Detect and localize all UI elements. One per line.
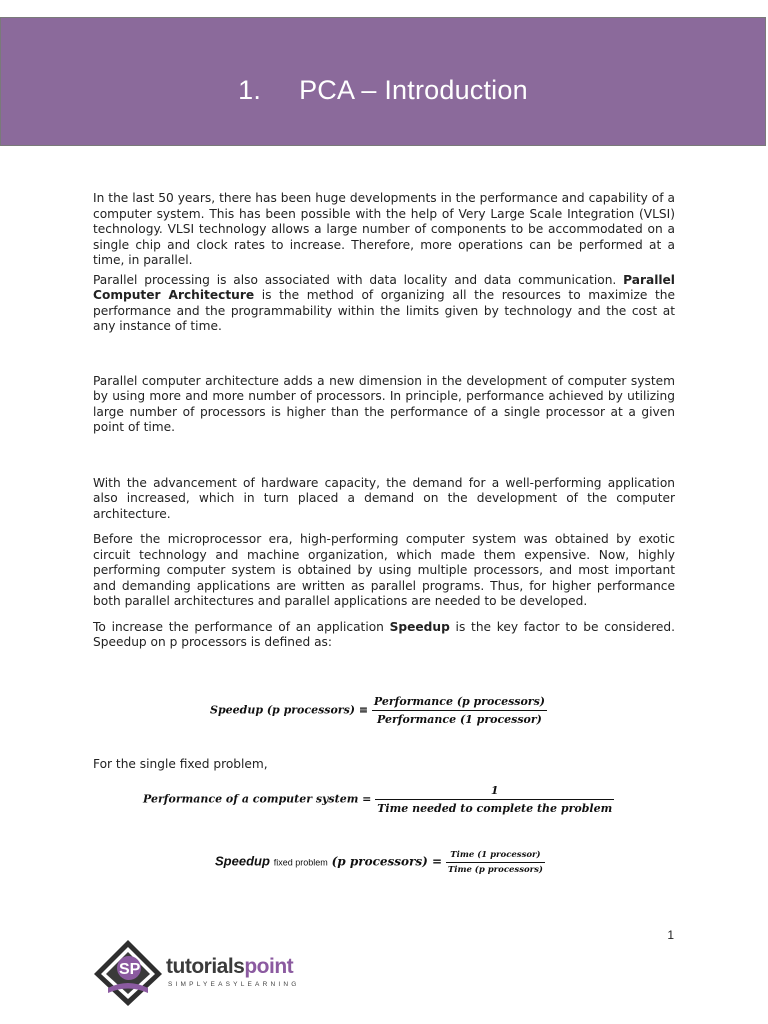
paragraph-6-bold: Speedup [389, 619, 450, 634]
body-text [93, 191, 675, 651]
equation-speedup-definition [210, 695, 547, 726]
equation-3-lhs: Speedup [215, 853, 270, 869]
equation-3-numerator: Time (1 processor) [446, 850, 545, 863]
equation-3-subscript: fixed problem [273, 857, 328, 868]
paragraph-7: For the single fixed problem, [93, 757, 268, 771]
equation-1-fraction [372, 695, 547, 726]
page-number: 1 [667, 928, 674, 942]
chapter-title [1, 75, 765, 106]
chapter-title-text: PCA – Introduction [299, 75, 528, 105]
equation-3-fraction [446, 850, 545, 875]
paragraph-5: Before the microprocessor era, high-performing computer system was obtained by exotic circuit technology and machine organization, which made them expensive. Now, highly performing computer system is obtained by using multiple processors, and most important and demanding applications are written as parallel programs. Thus, for higher performance both parallel architectures and parallel applications are needed to be developed. [93, 532, 675, 608]
paragraph-2-text-b: is the method of organizing all the resources to maximize the performance and the programmability within the limits given by technology and the cost at any instance of time. [93, 288, 675, 333]
equation-1-lhs: Speedup (p processors) ≡ [210, 703, 369, 717]
logo-wordmark [166, 955, 293, 979]
logo-word-1: tutorials [166, 955, 245, 978]
equation-speedup-fixed-problem [215, 850, 545, 875]
logo-emblem-icon [92, 938, 164, 1008]
paragraph-6-text-a: To increase the performance of an application [93, 619, 390, 634]
paragraph-2 [93, 273, 675, 335]
paragraph-2-bold: Parallel Computer Architecture [93, 272, 675, 302]
tutorialspoint-logo [92, 938, 342, 1008]
paragraph-2-text-a: Parallel processing is also associated with data locality and data communication. [93, 272, 624, 287]
equation-3-denominator: Time (p processors) [447, 865, 543, 875]
equation-2-lhs: Performance of a computer system = [143, 792, 372, 806]
equation-2-denominator: Time needed to complete the problem [377, 802, 613, 815]
equation-performance [143, 784, 614, 815]
equation-2-fraction [375, 784, 614, 815]
equation-2-numerator: 1 [375, 784, 614, 800]
logo-tagline: SIMPLYEASYLEARNING [168, 981, 300, 988]
equation-1-numerator: Performance (p processors) [372, 695, 547, 711]
equation-3-middle: (p processors) = [331, 854, 443, 869]
paragraph-4: With the advancement of hardware capacity, the demand for a well-performing application also increased, which in turn placed a demand on the development of the computer architecture. [93, 475, 675, 521]
chapter-banner [0, 17, 766, 146]
paragraph-6 [93, 620, 675, 651]
paragraph-1: In the last 50 years, there has been huge developments in the performance and capability of a computer system. This has been possible with the help of Very Large Scale Integration (VLSI) technology. VLSI technology allows a large number of components to be accommodated on a single chip and clock rates to increase. Therefore, more operations can be performed at a time, in parallel. [93, 191, 675, 267]
paragraph-3: Parallel computer architecture adds a new dimension in the development of computer system by using more and more number of processors. In principle, performance achieved by utilizing large number of processors is higher than the performance of a single processor at a given point of time. [93, 373, 675, 434]
logo-word-2: point [244, 955, 294, 978]
equation-1-denominator: Performance (1 processor) [377, 713, 542, 726]
svg-text:SP: SP [119, 961, 141, 978]
paragraph-6-text-b: is the key factor to be considered. Speedup on p processors is defined as: [93, 619, 675, 649]
chapter-number: 1. [238, 75, 262, 105]
